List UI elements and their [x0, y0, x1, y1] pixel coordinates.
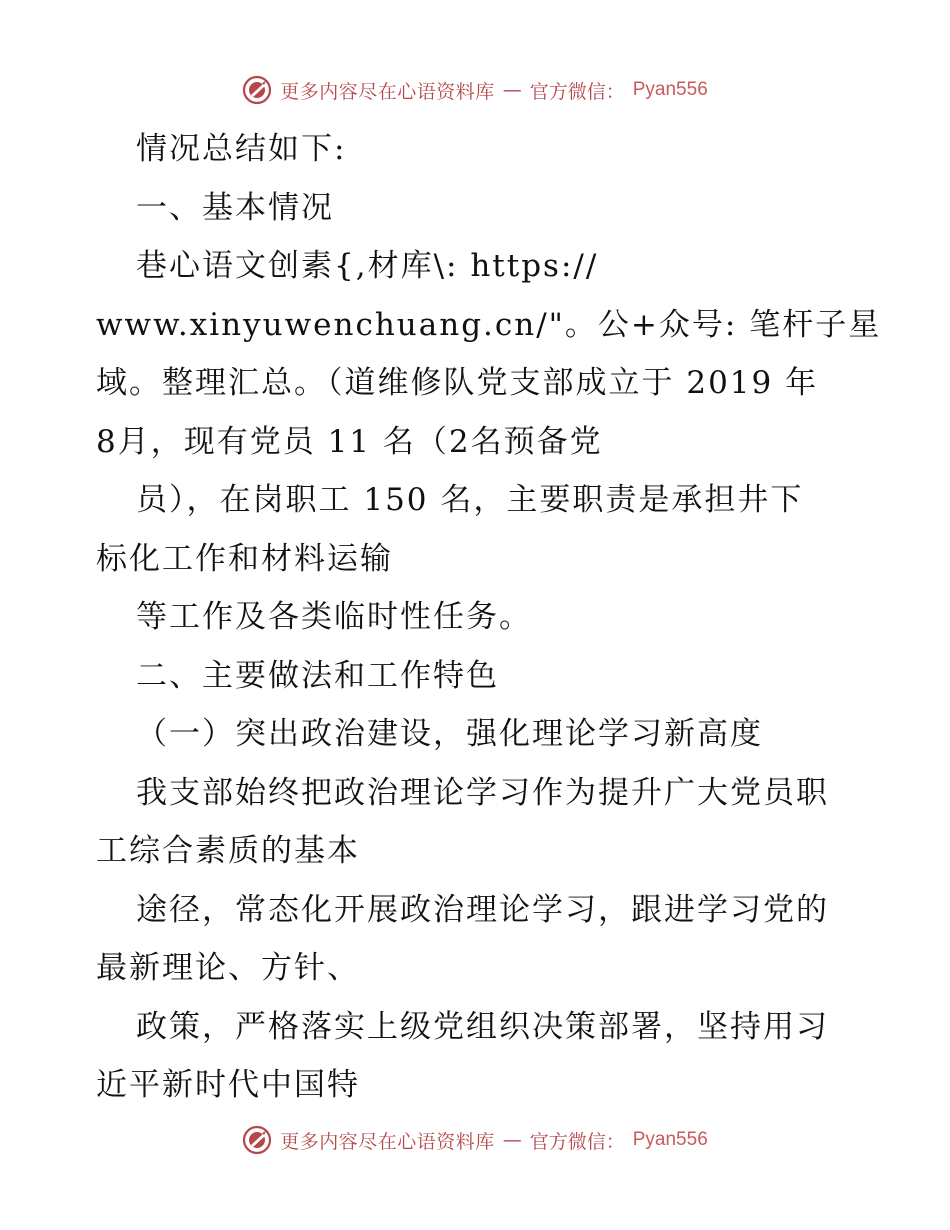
banner-text: 更多内容尽在心语资料库 [280, 80, 495, 103]
banner-wechat-label: 官方微信： [529, 1130, 625, 1153]
banner-wechat-id: Pyan556 [632, 79, 708, 100]
text-line: 近平新时代中国特 [96, 1067, 360, 1103]
document-body [96, 120, 882, 1115]
text-line: 员），在岗职工 150 名，主要职责是承担井下 [136, 482, 804, 518]
subsection-heading: （一）突出政治建设，强化理论学习新高度 [136, 716, 763, 752]
header-watermark-banner [0, 70, 950, 110]
text-line: 情况总结如下: [136, 131, 347, 167]
text-line: 途径，常态化开展政治理论学习，跟进学习党的 [136, 891, 829, 928]
text-line: www.xinyuwenchuang.cn/"。公+众号: 笔杆子星 [96, 306, 882, 343]
text-line: 域。整理汇总。（道维修队党支部成立于 2019 年 [96, 365, 819, 401]
text-line: 8月，现有党员 11 名（2名预备党 [96, 423, 603, 460]
banner-wechat-label: 官方微信： [529, 80, 625, 103]
banner-separator: — [502, 1129, 522, 1151]
banner-wechat-id: Pyan556 [632, 1129, 708, 1150]
footer-watermark-banner [0, 1120, 950, 1160]
logo-icon [242, 75, 272, 105]
text-line: 工综合素质的基本 [96, 833, 360, 869]
text-line: 最新理论、方针、 [96, 950, 360, 986]
section-heading: 二、主要做法和工作特色 [136, 657, 499, 694]
logo-icon [242, 1125, 272, 1155]
text-line: 标化工作和材料运输 [96, 540, 393, 577]
text-line: 政策，严格落实上级党组织决策部署，坚持用习 [136, 1008, 829, 1045]
section-heading: 一、基本情况 [136, 189, 334, 226]
banner-separator: — [502, 79, 522, 101]
banner-text: 更多内容尽在心语资料库 [280, 1130, 495, 1153]
text-line: 巷心语文创素{,材库\: https:// [136, 248, 599, 284]
text-line: 等工作及各类临时性任务。 [136, 599, 532, 635]
text-line: 我支部始终把政治理论学习作为提升广大党员职 [136, 774, 829, 811]
